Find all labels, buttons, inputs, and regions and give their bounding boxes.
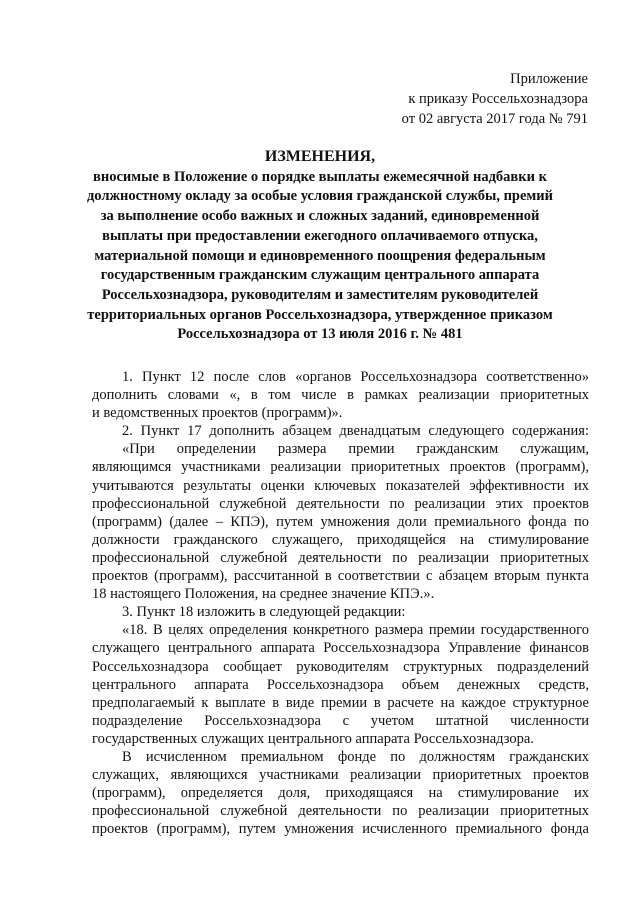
body-line: «При определении размера премии гражданским служащим, (122, 441, 589, 458)
heading-line: материальной помощи и единовременного поощрения федеральным (94, 247, 546, 264)
appendix-block (402, 69, 588, 129)
body-line: профессиональной служебной деятельности по реализации приоритетных (92, 549, 589, 566)
body-line: учитываются результаты оценки ключевых показателей эффективности их (92, 477, 589, 494)
body-line: должности гражданского служащего, приходящейся на стимулирование (92, 531, 589, 548)
body-line: служащего центрального аппарата Россельхознадзора Управление финансов (92, 640, 589, 657)
body-line: государственных служащих центрального аппарата Россельхознадзора. (92, 730, 534, 747)
body-line: (программ), определяется доля, приходящаяся на стимулирование их (92, 785, 589, 802)
heading-line: должностному окладу за особые условия гражданской службы, премий (86, 188, 554, 205)
body-line: 3. Пункт 18 изложить в следующей редакции: (122, 604, 406, 621)
appendix-order-ref: к приказу Россельхознадзора (408, 91, 588, 107)
heading-line: государственным гражданским служащим центрального аппарата (100, 267, 540, 284)
body-line: центрального аппарата Россельхознадзора объем денежных средств, (92, 676, 589, 693)
body-line: Россельхознадзора сообщает руководителям структурных подразделений (92, 658, 589, 675)
body-line: профессиональной служебной деятельности по реализации этих проектов (92, 495, 589, 512)
appendix-title: Приложение (510, 71, 588, 87)
heading-line: Россельхознадзора, руководителям и заместителям руководителей (101, 286, 539, 303)
body-line: «18. В целях определения конкретного размера премии государственного (122, 622, 589, 639)
heading-line: Россельхознадзора от 13 июля 2016 г. № 481 (177, 326, 463, 343)
body-line: дополнить словами «, в том числе в рамках реализации приоритетных (92, 387, 589, 404)
body-line: являющимся участниками реализации приоритетных проектов (программ), (92, 459, 589, 476)
body-line: (программ) (далее – КПЭ), путем умножения доли премиального фонда по (92, 513, 589, 530)
body-line: 1. Пункт 12 после слов «органов Россельхознадзора соответственно» (122, 369, 589, 385)
body-line: проектов (программ), рассчитанной в соответствии с абзацем вторым пункта (92, 568, 589, 585)
body-line: подразделение Россельхознадзора с учетом штатной численности (92, 712, 589, 729)
body-line: проектов (программ), путем умножения исчисленного премиального фонда (92, 821, 589, 838)
body-line: предполагаемый к выплате в виде премии в расчете на каждое структурное (92, 694, 589, 711)
document-body (92, 368, 589, 838)
heading-line: за выполнение особо важных и сложных заданий, единовременной (100, 208, 540, 225)
heading-line: территориальных органов Россельхознадзора, утвержденное приказом (87, 306, 553, 323)
heading-line: выплаты при предоставлении ежегодного оплачиваемого отпуска, (102, 227, 538, 244)
body-line: 18 настоящего Положения, на среднее значение КПЭ.». (92, 586, 435, 603)
body-line: профессиональной служебной деятельности по реализации приоритетных (92, 803, 589, 820)
body-line: 2. Пункт 17 дополнить абзацем двенадцатым следующего содержания: (122, 423, 589, 440)
heading-line: вносимые в Положение о порядке выплаты ежемесячной надбавки к (93, 168, 547, 185)
body-line: и ведомственных проектов (программ)». (92, 405, 343, 422)
appendix-date-number: от 02 августа 2017 года № 791 (401, 111, 588, 127)
body-line: В исчисленном премиальном фонде по должностям гражданских (122, 748, 589, 765)
document-heading (62, 147, 578, 345)
heading-title: ИЗМЕНЕНИЯ, (264, 148, 376, 165)
body-line: служащих, являющихся участниками реализации приоритетных проектов (92, 767, 589, 784)
